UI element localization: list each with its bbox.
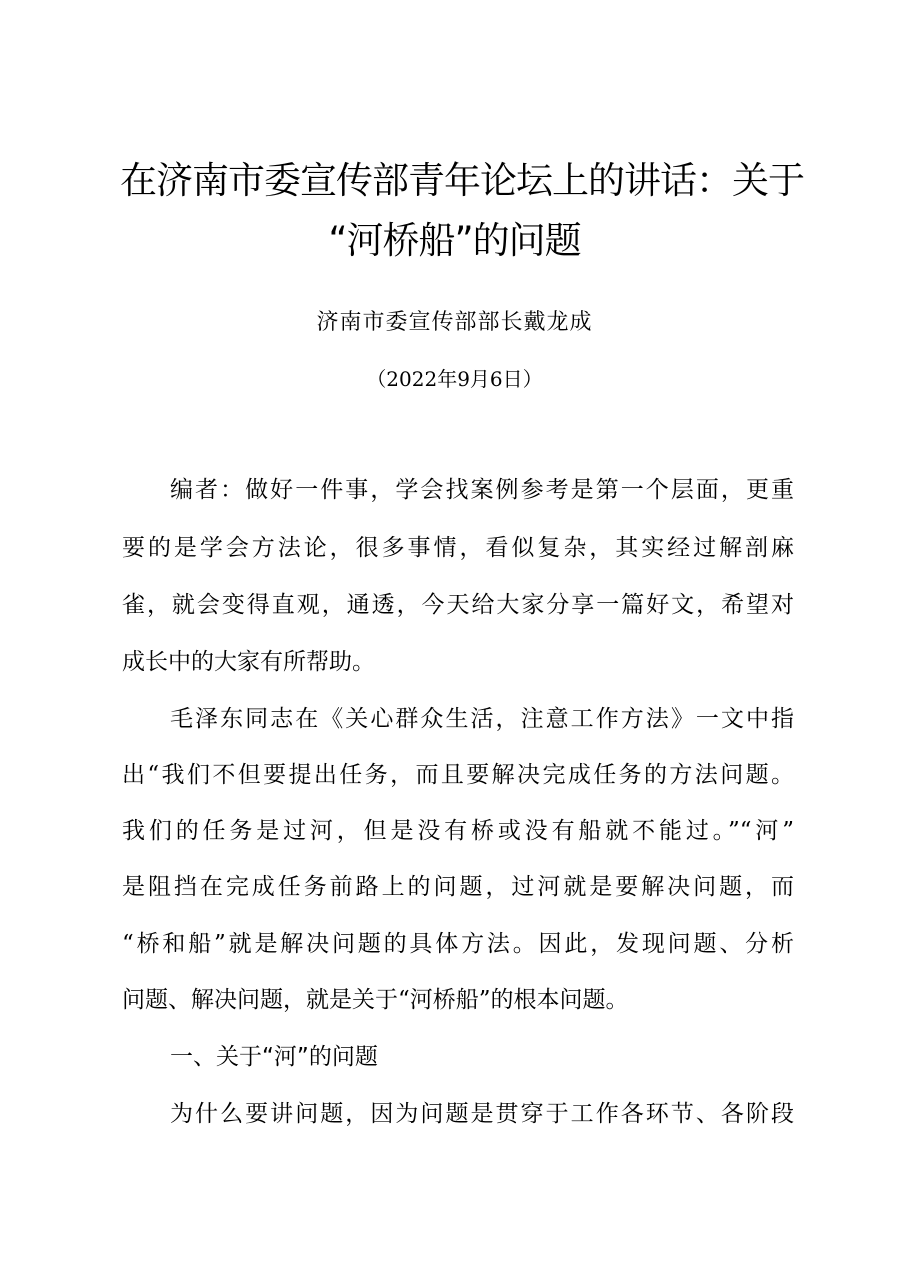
paragraph-line: 编者：做好一件事，学会找案例参考是第一个层面，更重	[170, 477, 794, 503]
paragraph-line: 我们的任务是过河，但是没有桥或没有船就不能过。”“河”	[122, 818, 794, 844]
paragraph-line: 毛泽东同志在《关心群众生活，注意工作方法》一文中指	[170, 706, 794, 732]
document-title-line-2: “河桥船”的问题	[328, 219, 581, 262]
paragraph-line: 是阻挡在完成任务前路上的问题，过河就是要解决问题，而	[122, 874, 794, 900]
paragraph-line: 成长中的大家有所帮助。	[122, 649, 375, 675]
document-date: （2022年9月6日）	[366, 367, 543, 391]
paragraph-line: 要的是学会方法论，很多事情，看似复杂，其实经过解剖麻	[122, 535, 794, 561]
document-author: 济南市委宣传部部长戴龙成	[316, 310, 593, 335]
paragraph-line: 为什么要讲问题，因为问题是贯穿于工作各环节、各阶段	[170, 1101, 794, 1127]
paragraph-line: 雀，就会变得直观，通透，今天给大家分享一篇好文，希望对	[122, 592, 794, 618]
document-title-line-1: 在济南市委宣传部青年论坛上的讲话：关于	[120, 159, 804, 202]
paragraph-line: 出“我们不但要提出任务，而且要解决完成任务的方法问题。	[122, 762, 794, 788]
paragraph-line: “桥和船”就是解决问题的具体方法。因此，发现问题、分析	[122, 931, 794, 957]
section-heading: 一、关于“河”的问题	[170, 1044, 378, 1070]
paragraph-line: 问题、解决问题，就是关于“河桥船”的根本问题。	[122, 987, 629, 1013]
